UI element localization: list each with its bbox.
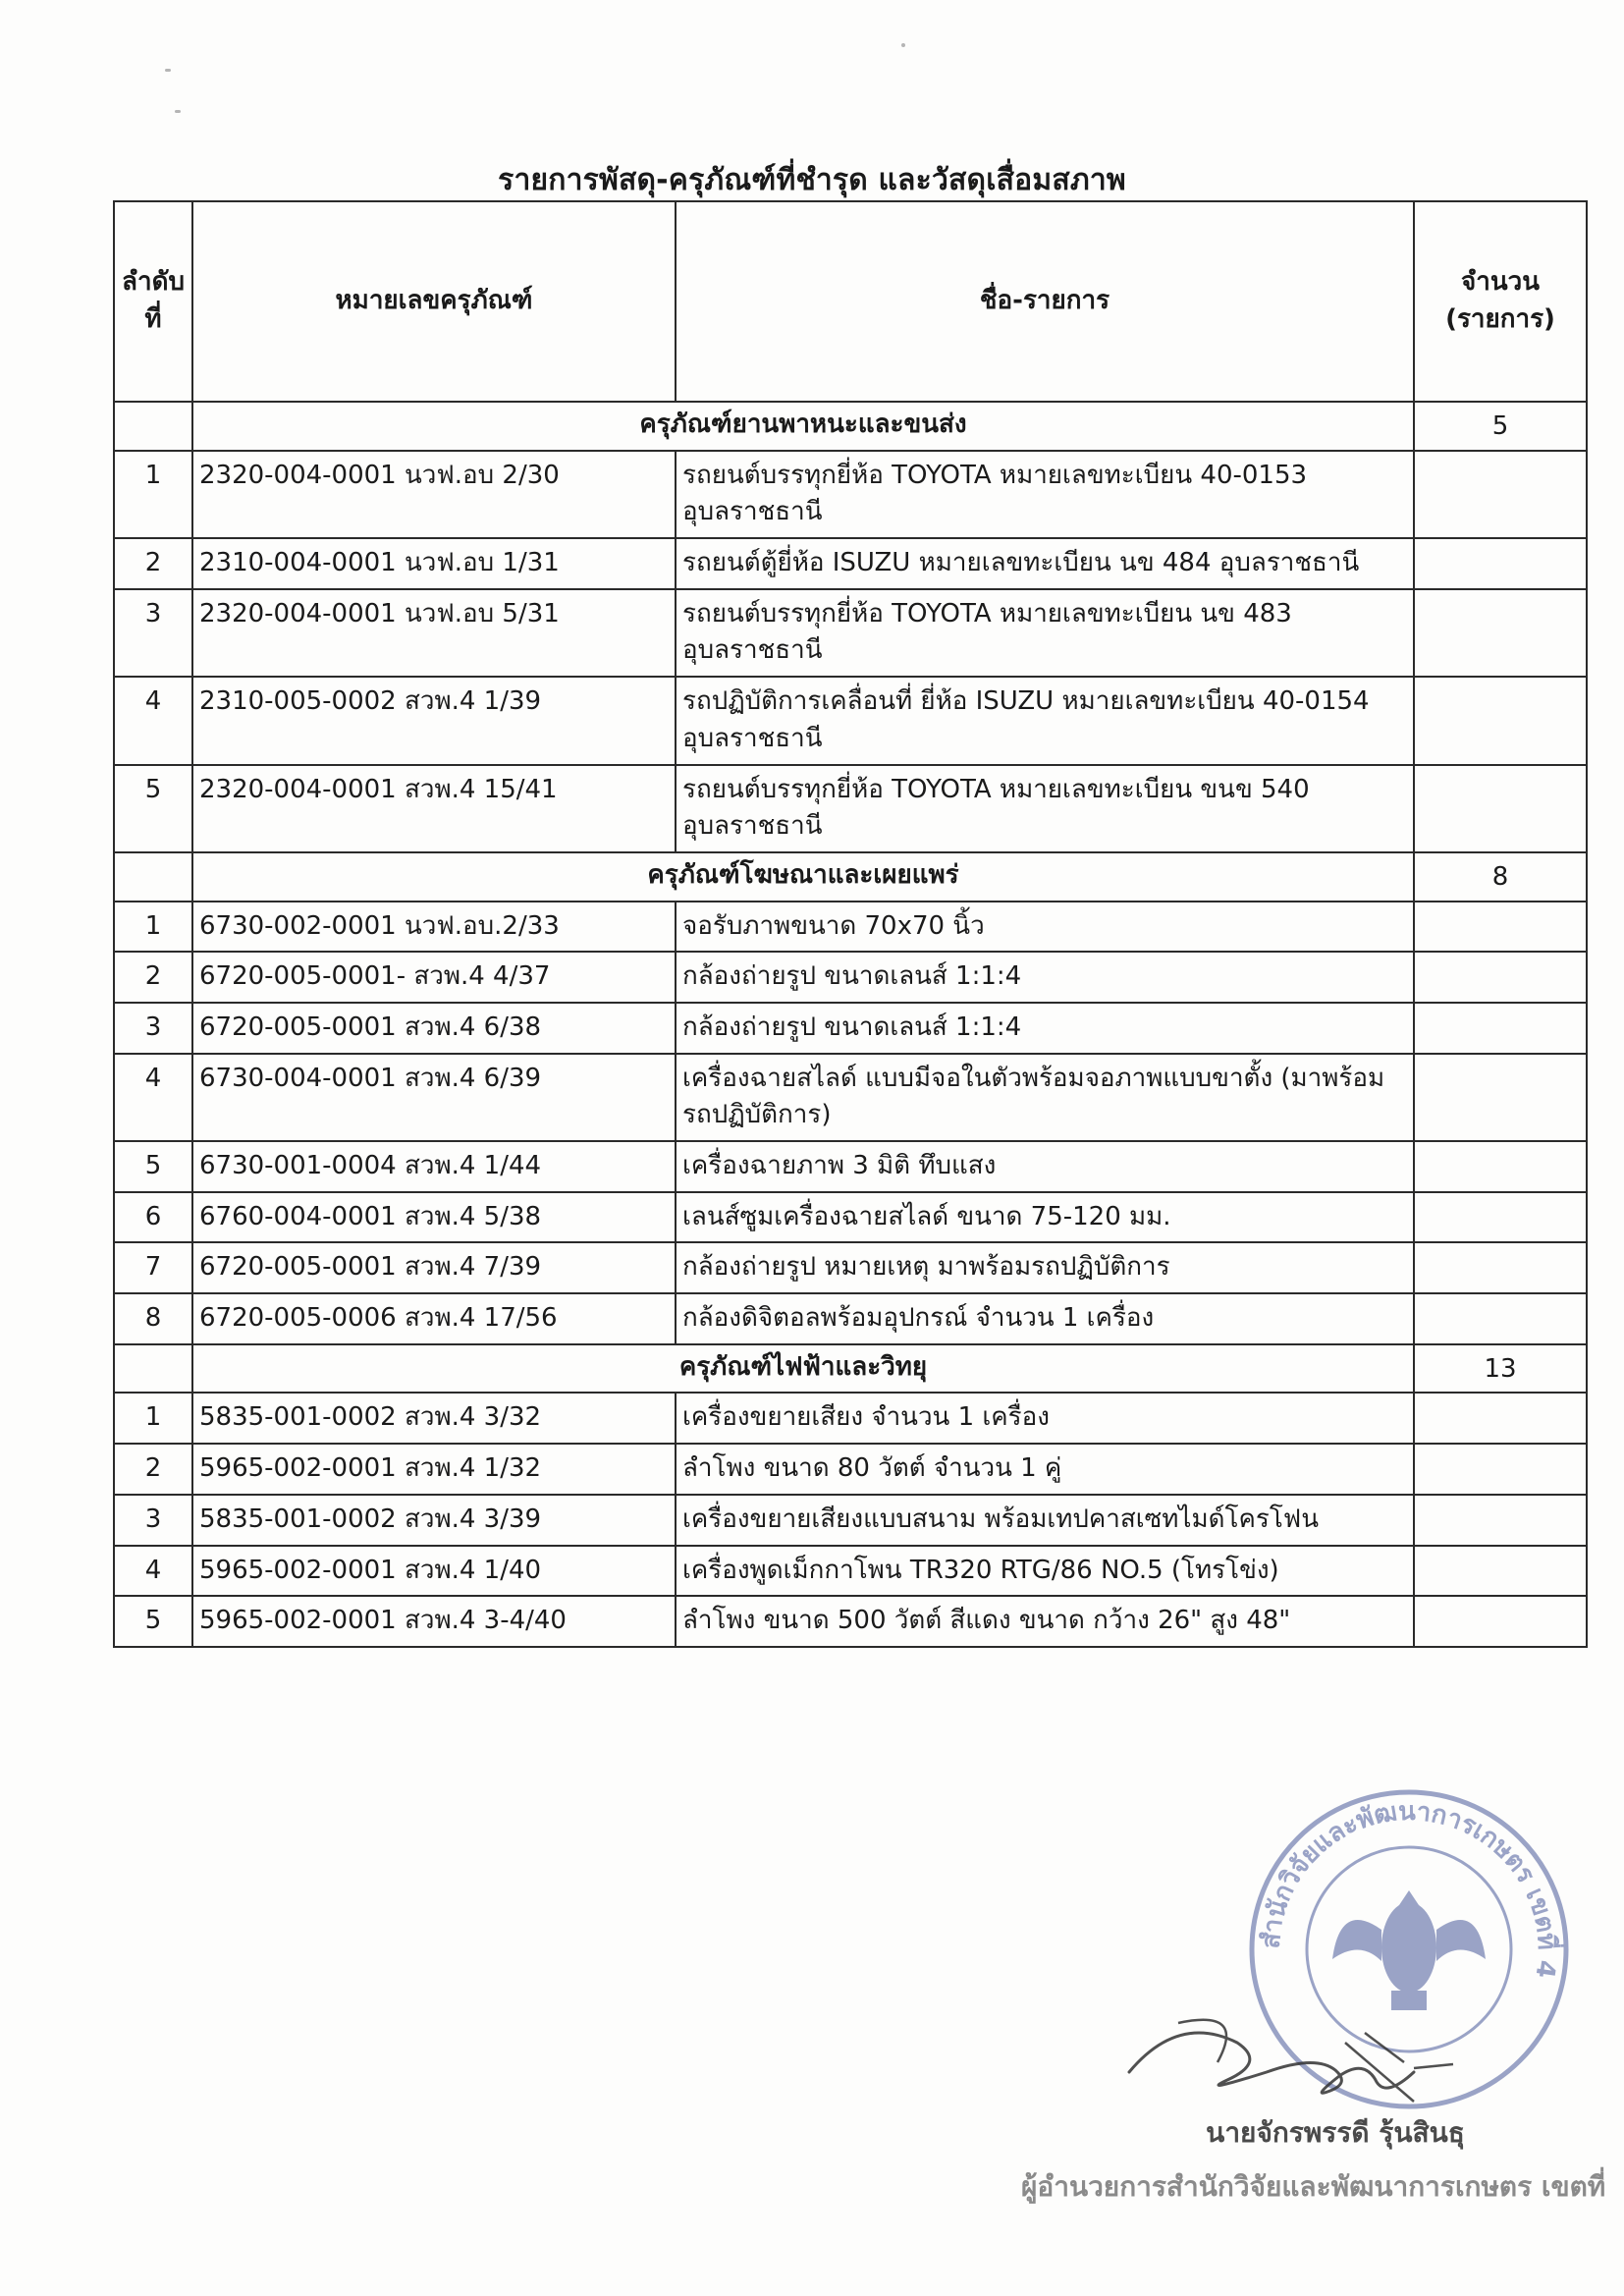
item-name: รถยนต์ตู้ยี่ห้อ ISUZU หมายเลขทะเบียน นข 484 อุบลราชธานี xyxy=(676,538,1414,589)
signer-name: นายจักรพรรดี รุ้นสินธุ xyxy=(1206,2116,1465,2149)
asset-code: 5965-002-0001 สวพ.4 1/40 xyxy=(192,1546,676,1597)
quantity-cell xyxy=(1414,1546,1587,1597)
row-number: 4 xyxy=(114,1054,192,1141)
asset-code: 6730-002-0001 นวฟ.อบ.2/33 xyxy=(192,902,676,953)
header-code: หมายเลขครุภัณฑ์ xyxy=(192,201,676,402)
row-number: 4 xyxy=(114,677,192,764)
scan-speck xyxy=(165,69,171,72)
item-name: รถยนต์บรรทุกยี่ห้อ TOYOTA หมายเลขทะเบียน นข 483 อุบลราชธานี xyxy=(676,589,1414,677)
row-number: 5 xyxy=(114,1141,192,1192)
seal-text: สำนักวิจัยและพัฒนาการเกษตร เขตที่ 4 xyxy=(1256,1796,1562,1981)
header-no: ลำดับ ที่ xyxy=(114,201,192,402)
quantity-cell xyxy=(1414,1293,1587,1344)
row-number: 1 xyxy=(114,902,192,953)
asset-code: 6760-004-0001 สวพ.4 5/38 xyxy=(192,1192,676,1243)
table-row xyxy=(114,902,1587,953)
category-spacer-cell xyxy=(114,402,192,451)
item-name: กล้องถ่ายรูป ขนาดเลนส์ 1:1:4 xyxy=(676,1003,1414,1054)
asset-code: 6730-004-0001 สวพ.4 6/39 xyxy=(192,1054,676,1141)
header-name: ชื่อ-รายการ xyxy=(676,201,1414,402)
row-number: 5 xyxy=(114,765,192,852)
quantity-cell xyxy=(1414,1003,1587,1054)
table-row xyxy=(114,1444,1587,1495)
handwritten-signature xyxy=(1119,2003,1473,2111)
category-count: 5 xyxy=(1414,402,1587,451)
row-number: 5 xyxy=(114,1596,192,1647)
row-number: 2 xyxy=(114,538,192,589)
quantity-cell xyxy=(1414,1192,1587,1243)
quantity-cell xyxy=(1414,538,1587,589)
item-name: รถยนต์บรรทุกยี่ห้อ TOYOTA หมายเลขทะเบียน ขนข 540 อุบลราชธานี xyxy=(676,765,1414,852)
category-title: ครุภัณฑ์ไฟฟ้าและวิทยุ xyxy=(192,1344,1414,1394)
asset-code: 5835-001-0002 สวพ.4 3/39 xyxy=(192,1495,676,1546)
category-count: 13 xyxy=(1414,1344,1587,1394)
item-name: รถปฏิบัติการเคลื่อนที่ ยี่ห้อ ISUZU หมายเลขทะเบียน 40-0154 อุบลราชธานี xyxy=(676,677,1414,764)
row-number: 3 xyxy=(114,1003,192,1054)
category-count: 8 xyxy=(1414,852,1587,902)
asset-code: 6720-005-0001 สวพ.4 7/39 xyxy=(192,1242,676,1293)
table-row xyxy=(114,1546,1587,1597)
item-name: จอรับภาพขนาด 70x70 นิ้ว xyxy=(676,902,1414,953)
table-row xyxy=(114,451,1587,538)
asset-code: 2320-004-0001 นวฟ.อบ 5/31 xyxy=(192,589,676,677)
table-row xyxy=(114,1393,1587,1444)
item-name: เครื่องฉายสไลด์ แบบมีจอในตัวพร้อมจอภาพแบบขาตั้ง (มาพร้อมรถปฏิบัติการ) xyxy=(676,1054,1414,1141)
quantity-cell xyxy=(1414,1054,1587,1141)
table-row xyxy=(114,1242,1587,1293)
table-row xyxy=(114,952,1587,1003)
item-name: เครื่องขยายเสียง จำนวน 1 เครื่อง xyxy=(676,1393,1414,1444)
quantity-cell xyxy=(1414,1596,1587,1647)
quantity-cell xyxy=(1414,952,1587,1003)
category-title: ครุภัณฑ์โฆษณาและเผยแพร่ xyxy=(192,852,1414,902)
table-row xyxy=(114,765,1587,852)
table-row xyxy=(114,1293,1587,1344)
item-name: กล้องถ่ายรูป ขนาดเลนส์ 1:1:4 xyxy=(676,952,1414,1003)
item-name: รถยนต์บรรทุกยี่ห้อ TOYOTA หมายเลขทะเบียน 40-0153 อุบลราชธานี xyxy=(676,451,1414,538)
row-number: 2 xyxy=(114,952,192,1003)
asset-code: 6720-005-0001 สวพ.4 6/38 xyxy=(192,1003,676,1054)
items-table xyxy=(113,200,1588,1648)
row-number: 3 xyxy=(114,589,192,677)
table-row xyxy=(114,589,1587,677)
item-name: เลนส์ซูมเครื่องฉายสไลด์ ขนาด 75-120 มม. xyxy=(676,1192,1414,1243)
category-row xyxy=(114,402,1587,451)
quantity-cell xyxy=(1414,902,1587,953)
table-row xyxy=(114,1495,1587,1546)
asset-code: 6720-005-0001- สวพ.4 4/37 xyxy=(192,952,676,1003)
table-row xyxy=(114,677,1587,764)
asset-code: 5965-002-0001 สวพ.4 3-4/40 xyxy=(192,1596,676,1647)
quantity-cell xyxy=(1414,765,1587,852)
quantity-cell xyxy=(1414,451,1587,538)
row-number: 1 xyxy=(114,451,192,538)
table-row xyxy=(114,1596,1587,1647)
table-row xyxy=(114,538,1587,589)
row-number: 4 xyxy=(114,1546,192,1597)
table-row xyxy=(114,1003,1587,1054)
table-row xyxy=(114,1192,1587,1243)
table-body xyxy=(114,402,1587,1647)
item-name: กล้องถ่ายรูป หมายเหตุ มาพร้อมรถปฏิบัติการ xyxy=(676,1242,1414,1293)
category-title: ครุภัณฑ์ยานพาหนะและขนส่ง xyxy=(192,402,1414,451)
asset-code: 5835-001-0002 สวพ.4 3/32 xyxy=(192,1393,676,1444)
signer-position: ผู้อำนวยการสำนักวิจัยและพัฒนาการเกษตร เขตที่ xyxy=(1021,2170,1606,2203)
item-name: เครื่องขยายเสียงแบบสนาม พร้อมเทปคาสเซทไมด์โครโฟน xyxy=(676,1495,1414,1546)
category-row xyxy=(114,852,1587,902)
garuda-emblem-icon xyxy=(1332,1890,1486,2010)
asset-code: 2320-004-0001 สวพ.4 15/41 xyxy=(192,765,676,852)
category-spacer-cell xyxy=(114,852,192,902)
quantity-cell xyxy=(1414,1444,1587,1495)
quantity-cell xyxy=(1414,1495,1587,1546)
item-name: กล้องดิจิตอลพร้อมอุปกรณ์ จำนวน 1 เครื่อง xyxy=(676,1293,1414,1344)
scan-speck xyxy=(175,110,181,113)
asset-code: 6730-001-0004 สวพ.4 1/44 xyxy=(192,1141,676,1192)
asset-code: 6720-005-0006 สวพ.4 17/56 xyxy=(192,1293,676,1344)
asset-code: 2310-004-0001 นวฟ.อบ 1/31 xyxy=(192,538,676,589)
row-number: 1 xyxy=(114,1393,192,1444)
quantity-cell xyxy=(1414,1393,1587,1444)
row-number: 7 xyxy=(114,1242,192,1293)
asset-code: 5965-002-0001 สวพ.4 1/32 xyxy=(192,1444,676,1495)
asset-code: 2320-004-0001 นวฟ.อบ 2/30 xyxy=(192,451,676,538)
row-number: 8 xyxy=(114,1293,192,1344)
row-number: 3 xyxy=(114,1495,192,1546)
quantity-cell xyxy=(1414,1141,1587,1192)
table-header-row xyxy=(114,201,1587,402)
category-spacer-cell xyxy=(114,1344,192,1394)
table-row xyxy=(114,1141,1587,1192)
row-number: 2 xyxy=(114,1444,192,1495)
item-name: เครื่องฉายภาพ 3 มิติ ทึบแสง xyxy=(676,1141,1414,1192)
quantity-cell xyxy=(1414,1242,1587,1293)
table-row xyxy=(114,1054,1587,1141)
quantity-cell xyxy=(1414,589,1587,677)
document-title: รายการพัสดุ-ครุภัณฑ์ที่ชำรุด และวัสดุเสื่อมสภาพ xyxy=(498,163,1126,197)
asset-code: 2310-005-0002 สวพ.4 1/39 xyxy=(192,677,676,764)
row-number: 6 xyxy=(114,1192,192,1243)
category-row xyxy=(114,1344,1587,1394)
scan-speck xyxy=(901,43,905,47)
item-name: เครื่องพูดเม็กกาโพน TR320 RTG/86 NO.5 (โทรโข่ง) xyxy=(676,1546,1414,1597)
quantity-cell xyxy=(1414,677,1587,764)
item-name: ลำโพง ขนาด 80 วัตต์ จำนวน 1 คู่ xyxy=(676,1444,1414,1495)
item-name: ลำโพง ขนาด 500 วัตต์ สีแดง ขนาด กว้าง 26" สูง 48" xyxy=(676,1596,1414,1647)
header-qty: จำนวน (รายการ) xyxy=(1414,201,1587,402)
